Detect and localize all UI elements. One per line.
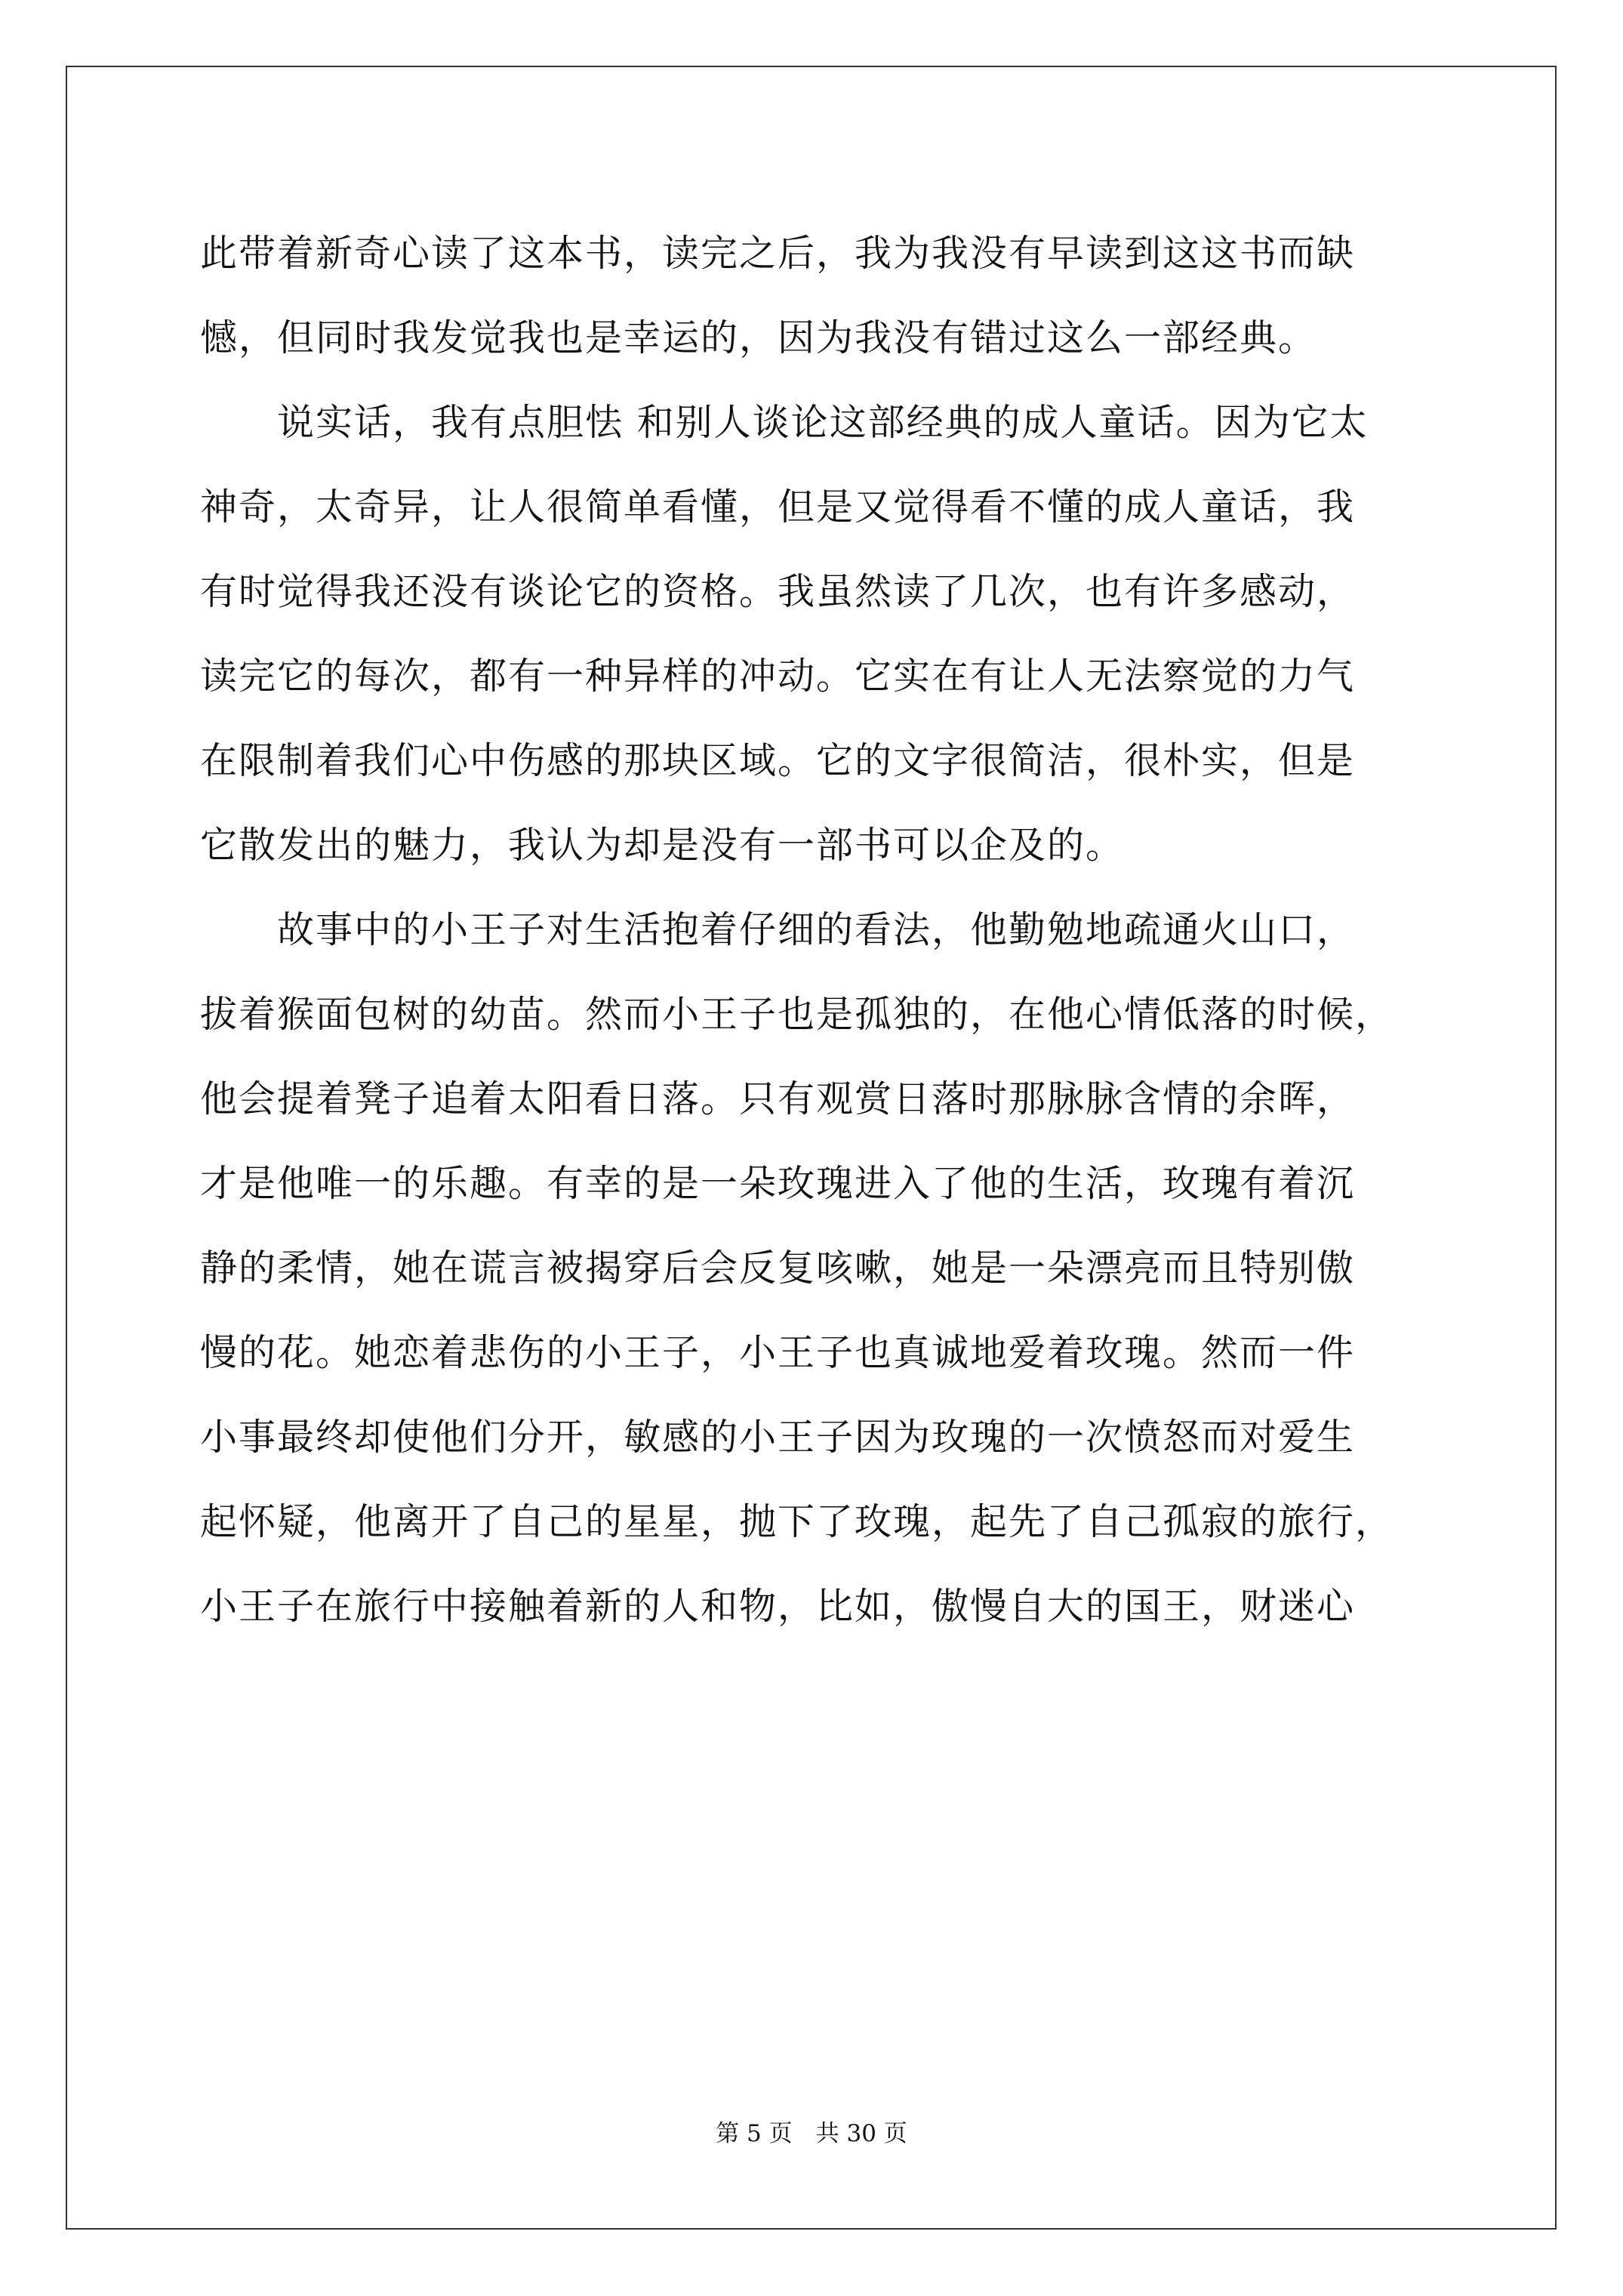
- text-line: 故事中的小王子对生活抱着仔细的看法，他勤勉地疏通火山口，: [200, 908, 1356, 951]
- text-line: 拔着猴面包树的幼苗。然而小王子也是孤独的，在他心情低落的时候，: [200, 993, 1394, 1036]
- page-number-footer: 第 5 页 共 30 页: [716, 2120, 907, 2147]
- text-line: 说实话，我有点胆怯 和别人谈论这部经典的成人童话。因为它太: [200, 401, 1369, 444]
- text-line: 它散发出的魅力，我认为却是没有一部书可以企及的。: [200, 824, 1125, 867]
- text-line: 在限制着我们心中伤感的那块区域。它的文字很简洁，很朴实，但是: [200, 739, 1356, 782]
- text-line: 才是他唯一的乐趣。有幸的是一朵玫瑰进入了他的生活，玫瑰有着沉: [200, 1162, 1356, 1205]
- text-line: 有时觉得我还没有谈论它的资格。我虽然读了几次，也有许多感动，: [200, 570, 1356, 613]
- text-line: 小事最终却使他们分开，敏感的小王子因为玫瑰的一次愤怒而对爱生: [200, 1416, 1356, 1459]
- text-line: 小王子在旅行中接触着新的人和物，比如，傲慢自大的国王，财迷心: [200, 1585, 1356, 1628]
- text-line: 静的柔情，她在谎言被揭穿后会反复咳嗽，她是一朵漂亮而且特别傲: [200, 1247, 1356, 1290]
- text-line: 起怀疑，他离开了自己的星星，抛下了玫瑰，起先了自己孤寂的旅行，: [200, 1500, 1394, 1543]
- text-line: 此带着新奇心读了这本书，读完之后，我为我没有早读到这这书而缺: [200, 232, 1356, 275]
- text-line: 神奇，太奇异，让人很简单看懂，但是又觉得看不懂的成人童话，我: [200, 485, 1356, 529]
- text-line: 憾，但同时我发觉我也是幸运的，因为我没有错过这么一部经典。: [200, 316, 1317, 359]
- text-line: 他会提着凳子追着太阳看日落。只有观赏日落时那脉脉含情的余晖，: [200, 1077, 1356, 1120]
- body-text: [200, 211, 1434, 1649]
- text-line: 慢的花。她恋着悲伤的小王子，小王子也真诚地爱着玫瑰。然而一件: [200, 1331, 1356, 1374]
- text-line: 读完它的每次，都有一种异样的冲动。它实在有让人无法察觉的力气: [200, 655, 1356, 698]
